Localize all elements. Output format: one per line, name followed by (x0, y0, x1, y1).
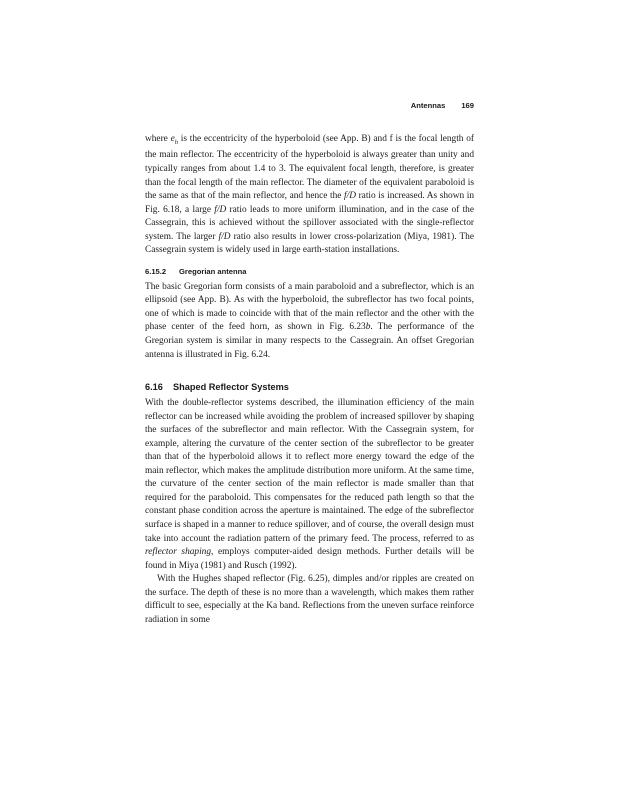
text-run: ratio leads to more uniform illumination, and in the case of the Cassegrain, this is achieved without the spillover associated with the single-reflector system. The larger (145, 204, 474, 242)
symbol-subscript: h (174, 138, 178, 146)
text-run: , employs computer-aided design methods. Further details will be found in Miya (1981) and Rusch (1992). (145, 547, 474, 571)
text-run: . The performance of the Gregorian system is similar in many respects to the Cassegrain. An offset Gregorian antenna is illustrated in Fig. 6.24. (145, 322, 474, 360)
figure-letter: b (365, 322, 371, 333)
section-number: 6.16 (145, 382, 163, 393)
paragraph-cassegrain-eccentricity (145, 133, 474, 258)
paragraph-hughes-reflector: With the Hughes shaped reflector (Fig. 6.25), dimples and/or ripples are created on the surface. The depth of these is no more than a wavelength, which makes them rather difficult to see, especially at the Ka band. Reflections from the uneven surface reinforce radiation in some (145, 574, 474, 625)
symbol-e: e (170, 134, 175, 144)
text-run: The basic Gregorian form consists of a main paraboloid and a subreflector, which is an ellipsoid (see App. B). As with the hyperboloid, the subreflector has two focal points, one of which is made to coincide with that of the main reflector and the other with the phase center of the feed horn, as shown in Fig. 6.23 (145, 281, 474, 333)
subsection-title: Gregorian antenna (179, 266, 247, 276)
paragraph-shaped-reflector (145, 397, 474, 573)
page-number: 169 (461, 101, 474, 110)
running-title: Antennas (410, 101, 446, 110)
subsection-heading (145, 265, 474, 278)
section-title: Shaped Reflector Systems (173, 382, 289, 393)
eccentricity-symbol (171, 134, 178, 144)
f-over-d-ratio: f/D (214, 204, 227, 215)
paragraph-gregorian (145, 281, 474, 362)
text-run: ratio is increased. As shown in Fig. 6.18, a large (145, 191, 474, 215)
text-run: is the eccentricity of the hyperboloid (see App. B) and f is the focal length of the main reflector. The eccentricity of the hyperboloid is always greater than unity and typically ranges from about 1.4 to 3. The equivalent focal length, therefore, is greater than the focal length of the main reflector. The diameter of the equivalent paraboloid is the same as that of the main reflector, and hence the (145, 134, 475, 202)
page-body (145, 133, 474, 627)
running-header (411, 101, 474, 110)
text-run: With the double-reflector systems described, the illumination efficiency of the main reflector can be increased while avoiding the problem of increased spillover by shaping the surfaces of the subreflector and main reflector. With the Cassegrain system, for example, altering the curvature of the center section of the subreflector to be greater than that of the hyperboloid allows it to reflect more energy toward the edge of the main reflector, which makes the amplitude distribution more uniform. At the same time, the curvature of the center section of the main reflector is made smaller than that required for the paraboloid. This compensates for the reduced path length so that the constant phase condition across the aperture is maintained. The edge of the subreflector surface is shaped in a manner to reduce spillover, and of course, the overall design must take into account the radiation pattern of the primary feed. The process, referred to as (145, 398, 474, 544)
text-run: where (145, 134, 171, 144)
subsection-number: 6.15.2 (145, 266, 167, 276)
f-over-d-ratio: f/D (218, 231, 231, 242)
text-run: ratio also results in lower cross-polarization (Miya, 1981). The Cassegrain system is widely used in large earth-station installations. (145, 231, 474, 256)
section-heading (145, 380, 474, 394)
f-over-d-ratio: f/D (344, 191, 356, 202)
emphasized-term: reflector shaping (145, 547, 212, 558)
